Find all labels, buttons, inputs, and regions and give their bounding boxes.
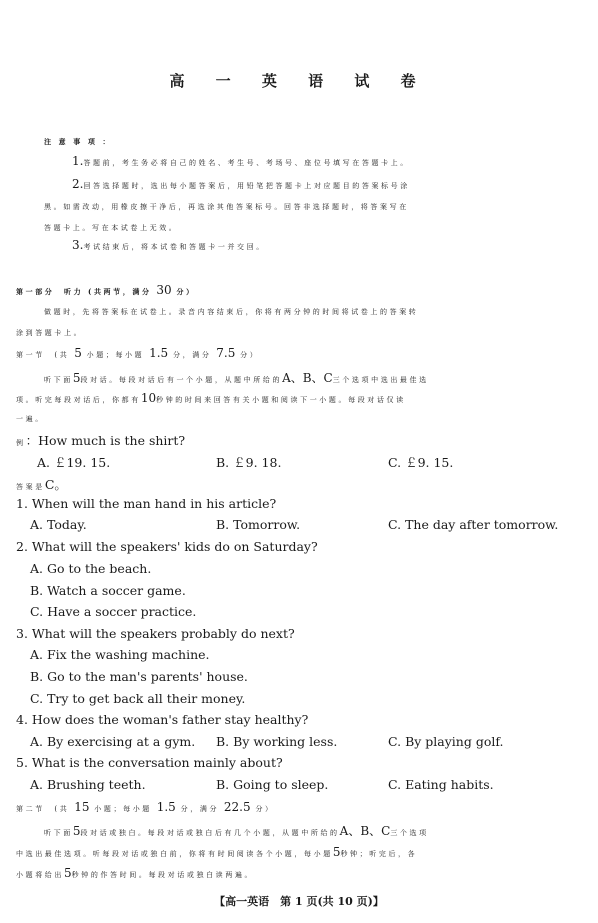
q5-option-a: A. Brushing teeth.: [30, 777, 146, 792]
notice-heading: 注 意 事 项 ：: [44, 137, 113, 146]
section2-heading: 第二节 (共 15 小题；每小题 1.5 分，满分 22.5 分）: [16, 800, 275, 814]
section2-instructions-cont: 中选出最佳选项。听每段对话或独白前，你将有时间阅读各个小题，每小题5秒钟；听完后，各: [16, 845, 418, 859]
q1-option-c: C. The day after tomorrow.: [388, 517, 559, 532]
q2-option-a: A. Go to the beach.: [30, 561, 152, 576]
question-2: 2. What will the speakers' kids do on Saturday?: [16, 539, 318, 554]
q4-option-b: B. By working less.: [216, 734, 338, 749]
part1-intro: 做题时，先将答案标在试卷上。录音内容结束后，你将有两分钟的时间将试卷上的答案转: [44, 308, 419, 316]
q3-option-a: A. Fix the washing machine.: [30, 647, 210, 662]
example-option-a: A. ￡19. 15.: [37, 455, 111, 470]
section1-instructions-cont: 项。听完每段对话后，你都有10秒钟的时间来回答有关小题和阅读下一小题。每段对话仅读: [16, 391, 406, 405]
q4-option-c: C. By playing golf.: [388, 734, 504, 749]
section1-heading: 第一节 (共 5 小题；每小题 1.5 分，满分 7.5 分）: [16, 346, 260, 360]
q5-option-b: B. Going to sleep.: [216, 777, 329, 792]
section1-instructions: 听下面5段对话。每段对话后有一个小题，从题中所给的A、B、C三个选项中选出最佳选: [44, 371, 429, 385]
part1-heading: 第一部分 听力 (共两节，满分 30 分）: [16, 283, 196, 297]
q4-option-a: A. By exercising at a gym.: [30, 734, 196, 749]
question-3: 3. What will the speakers probably do next?: [16, 626, 295, 641]
q2-option-c: C. Have a soccer practice.: [30, 604, 197, 619]
q3-option-c: C. Try to get back all their money.: [30, 691, 246, 706]
page-footer: 【高一英语 第 1 页(共 10 页)】: [214, 895, 384, 908]
notice-item-2: 2.回答选择题时，选出每小题答案后，用铅笔把答题卡上对应题目的答案标号涂: [72, 177, 410, 191]
q2-option-b: B. Watch a soccer game.: [30, 583, 186, 598]
question-1: 1. When will the man hand in his article?: [16, 496, 277, 511]
part1-intro-cont: 涂到答题卡上。: [16, 329, 84, 337]
notice-item-1: 1.答题前，考生务必将自己的姓名、考生号、考场号、座位号填写在答题卡上。: [72, 154, 410, 168]
section2-instructions: 听下面5段对话或独白。每段对话或独白后有几个小题，从题中所给的A、B、C三个选项: [44, 824, 429, 838]
page-title: 高 一 英 语 试 卷: [169, 72, 429, 90]
notice-item-3: 3.考试结束后，将本试卷和答题卡一并交回。: [72, 238, 266, 252]
q1-option-b: B. Tomorrow.: [216, 517, 301, 532]
example-option-c: C. ￡9. 15.: [388, 455, 454, 470]
example-answer: 答案是C。: [16, 477, 67, 492]
notice-item-2-cont: 黑。如需改动，用橡皮擦干净后，再选涂其他答案标号。回答非选择题时，将答案写在: [44, 203, 409, 211]
example-option-b: B. ￡9. 18.: [216, 455, 282, 470]
q3-option-b: B. Go to the man's parents' house.: [30, 669, 248, 684]
example-question: 例：How much is the shirt?: [16, 433, 186, 448]
question-5: 5. What is the conversation mainly about?: [16, 755, 283, 770]
section2-instructions-cont2: 小题将给出5秒钟的作答时间。每段对话或独白读两遍。: [16, 866, 255, 880]
notice-item-2-cont2: 答题卡上。写在本试卷上无效。: [44, 224, 179, 232]
q5-option-c: C. Eating habits.: [388, 777, 494, 792]
section1-instructions-cont2: 一遍。: [16, 415, 45, 423]
q1-option-a: A. Today.: [30, 517, 87, 532]
question-4: 4. How does the woman's father stay healthy?: [16, 712, 309, 727]
